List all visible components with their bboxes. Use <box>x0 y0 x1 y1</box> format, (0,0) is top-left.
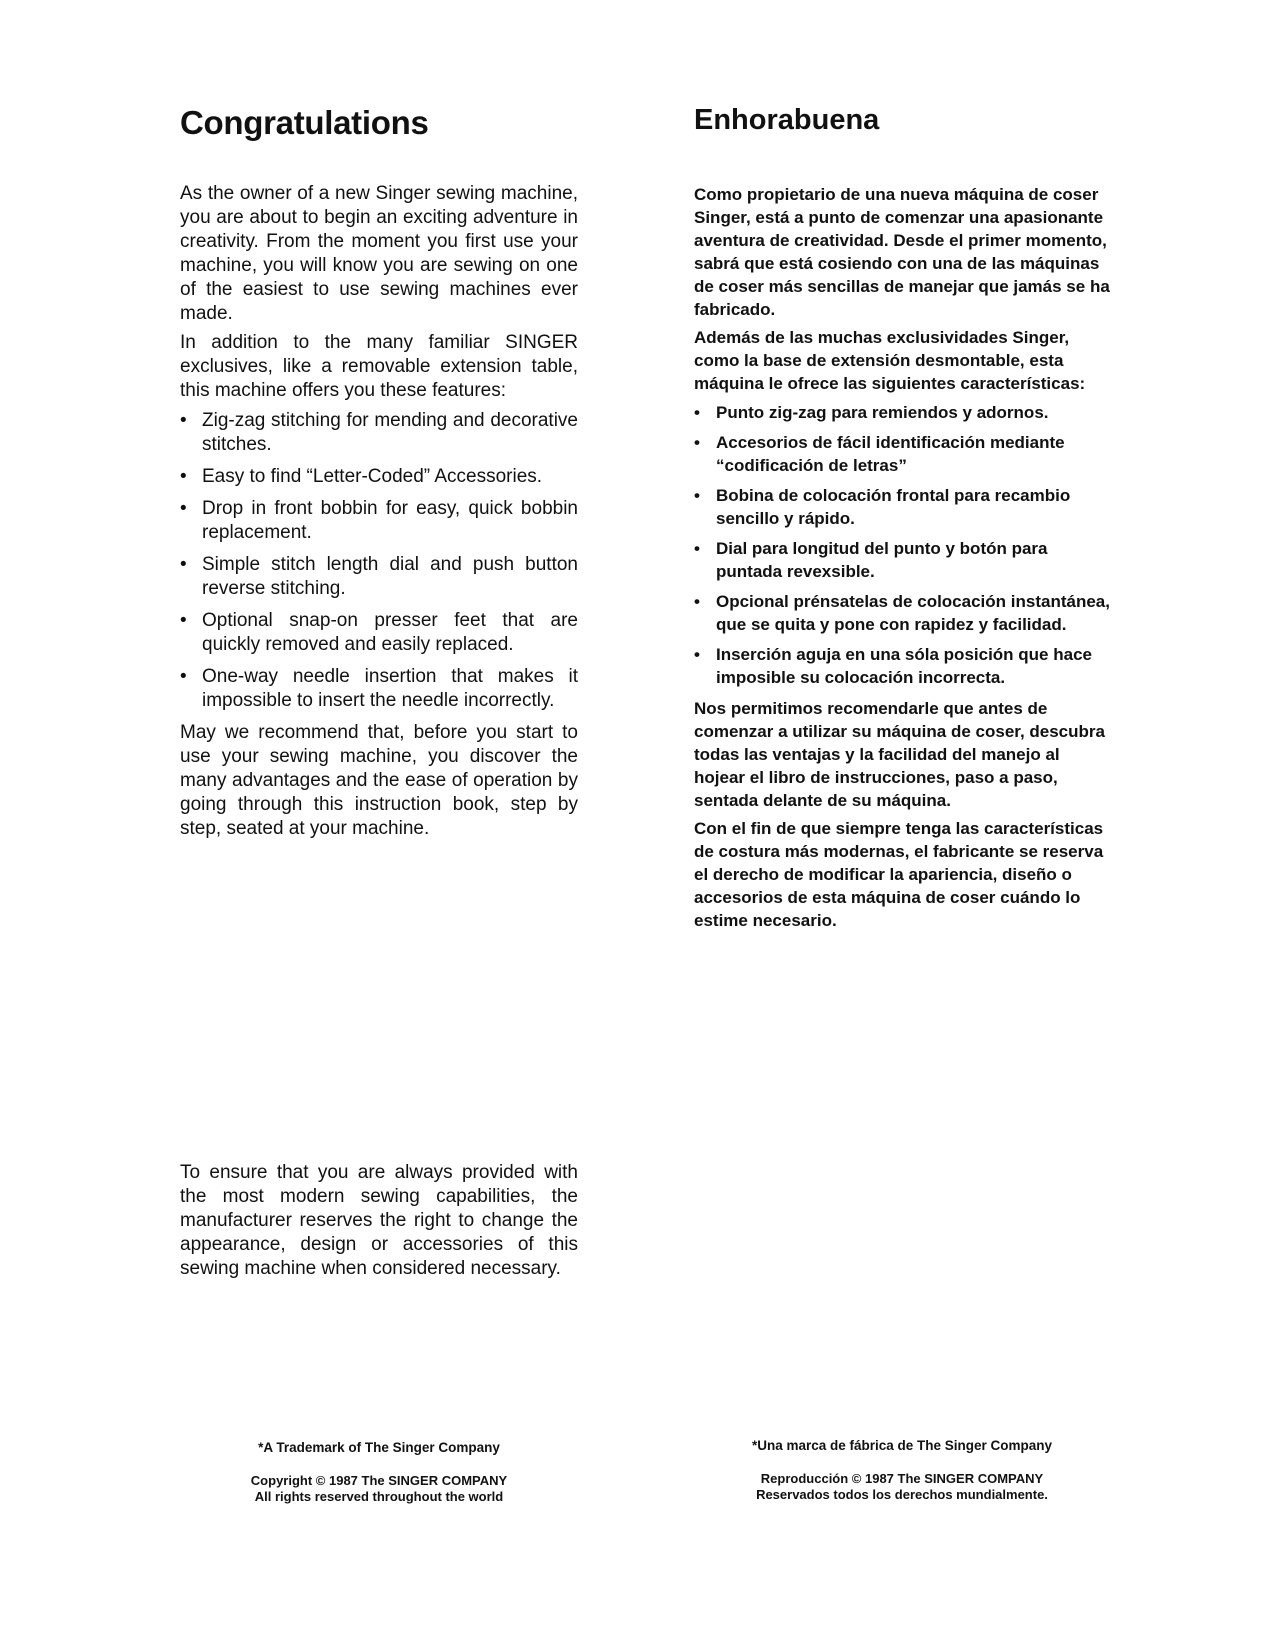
english-feature-item: • Drop in front bobbin for easy, quick bobbin replacement. <box>180 497 578 545</box>
spanish-feature-item: • Accesorios de fácil identificación mediante “codificación de letras” <box>694 431 1110 477</box>
spanish-copyright-line1: Reproducción © 1987 The SINGER COMPANY <box>760 1471 1044 1486</box>
english-recommendation: May we recommend that, before you start to use your sewing machine, you discover the many advantages and the ease of operation by going through this instruction book, step by step, seated at your machine. <box>180 722 578 839</box>
english-feature-list <box>180 409 578 713</box>
english-footer <box>180 1440 578 1505</box>
english-copyright-line1: Copyright © 1987 The SINGER COMPANY <box>250 1473 508 1488</box>
english-feature-item: • Easy to find “Letter-Coded” Accessories. <box>180 465 578 489</box>
spanish-feature-item: • Bobina de colocación frontal para recambio sencillo y rápido. <box>694 484 1110 530</box>
spanish-footer <box>694 1438 1110 1503</box>
spanish-column <box>694 104 1110 937</box>
spanish-feature-item: • Inserción aguja en una sóla posición que hace imposible su colocación incorrecta. <box>694 643 1110 689</box>
english-features-intro: In addition to the many familiar SINGER exclusives, like a removable extension table, this machine offers you these features: <box>180 332 578 401</box>
spanish-intro: Como propietario de una nueva máquina de coser Singer, está a punto de comenzar una apasionante aventura de creatividad. Desde el primer momento, sabrá que está cosiendo con una de las máquinas de coser más sencillas de manejar que jamás se ha fabricado. <box>694 185 1110 319</box>
english-feature-item: • Optional snap-on presser feet that are quickly removed and easily replaced. <box>180 609 578 657</box>
english-feature-item: • One-way needle insertion that makes it impossible to insert the needle incorrectly. <box>180 665 578 713</box>
spanish-feature-list <box>694 401 1110 689</box>
english-copyright-line2: All rights reserved throughout the world <box>254 1489 504 1504</box>
english-feature-item: • Simple stitch length dial and push button reverse stitching. <box>180 553 578 601</box>
english-notice-block <box>180 1161 578 1281</box>
english-intro: As the owner of a new Singer sewing machine, you are about to begin an exciting adventure in creativity. From the moment you first use your machine, you will know you are sewing on one of the easiest to use sewing machines ever made. <box>180 183 578 324</box>
spanish-recommendation: Nos permitimos recomendarle que antes de comenzar a utilizar su máquina de coser, descubra todas las ventajas y la facilidad del manejo al hojear el libro de instrucciones, paso a paso, sentada delante de su máquina. <box>694 699 1105 810</box>
english-trademark: *A Trademark of The Singer Company <box>258 1440 500 1455</box>
spanish-notice: Con el fin de que siempre tenga las características de costura más modernas, el fabricante se reserva el derecho de modificar la apariencia, diseño o accesorios de esta máquina de coser cuándo lo estime necesario. <box>694 819 1104 930</box>
english-notice: To ensure that you are always provided with the most modern sewing capabilities, the manufacturer reserves the right to change the appearance, design or accessories of this sewing machine when considered necessary. <box>180 1162 578 1279</box>
english-feature-item: • Zig-zag stitching for mending and decorative stitches. <box>180 409 578 457</box>
spanish-features-intro: Además de las muchas exclusividades Singer, como la base de extensión desmontable, esta máquina le ofrece las siguientes características: <box>694 328 1086 393</box>
spanish-feature-item: • Punto zig-zag para remiendos y adornos. <box>694 401 1110 424</box>
spanish-title: Enhorabuena <box>694 104 880 136</box>
english-title: Congratulations <box>180 104 429 141</box>
spanish-trademark: *Una marca de fábrica de The Singer Company <box>751 1438 1053 1453</box>
spanish-copyright-line2: Reservados todos los derechos mundialmente. <box>756 1487 1048 1502</box>
english-column <box>180 104 578 846</box>
spanish-feature-item: • Opcional prénsatelas de colocación instantánea, que se quita y pone con rapidez y facilidad. <box>694 590 1110 636</box>
spanish-feature-item: • Dial para longitud del punto y botón para puntada revexsible. <box>694 537 1110 583</box>
